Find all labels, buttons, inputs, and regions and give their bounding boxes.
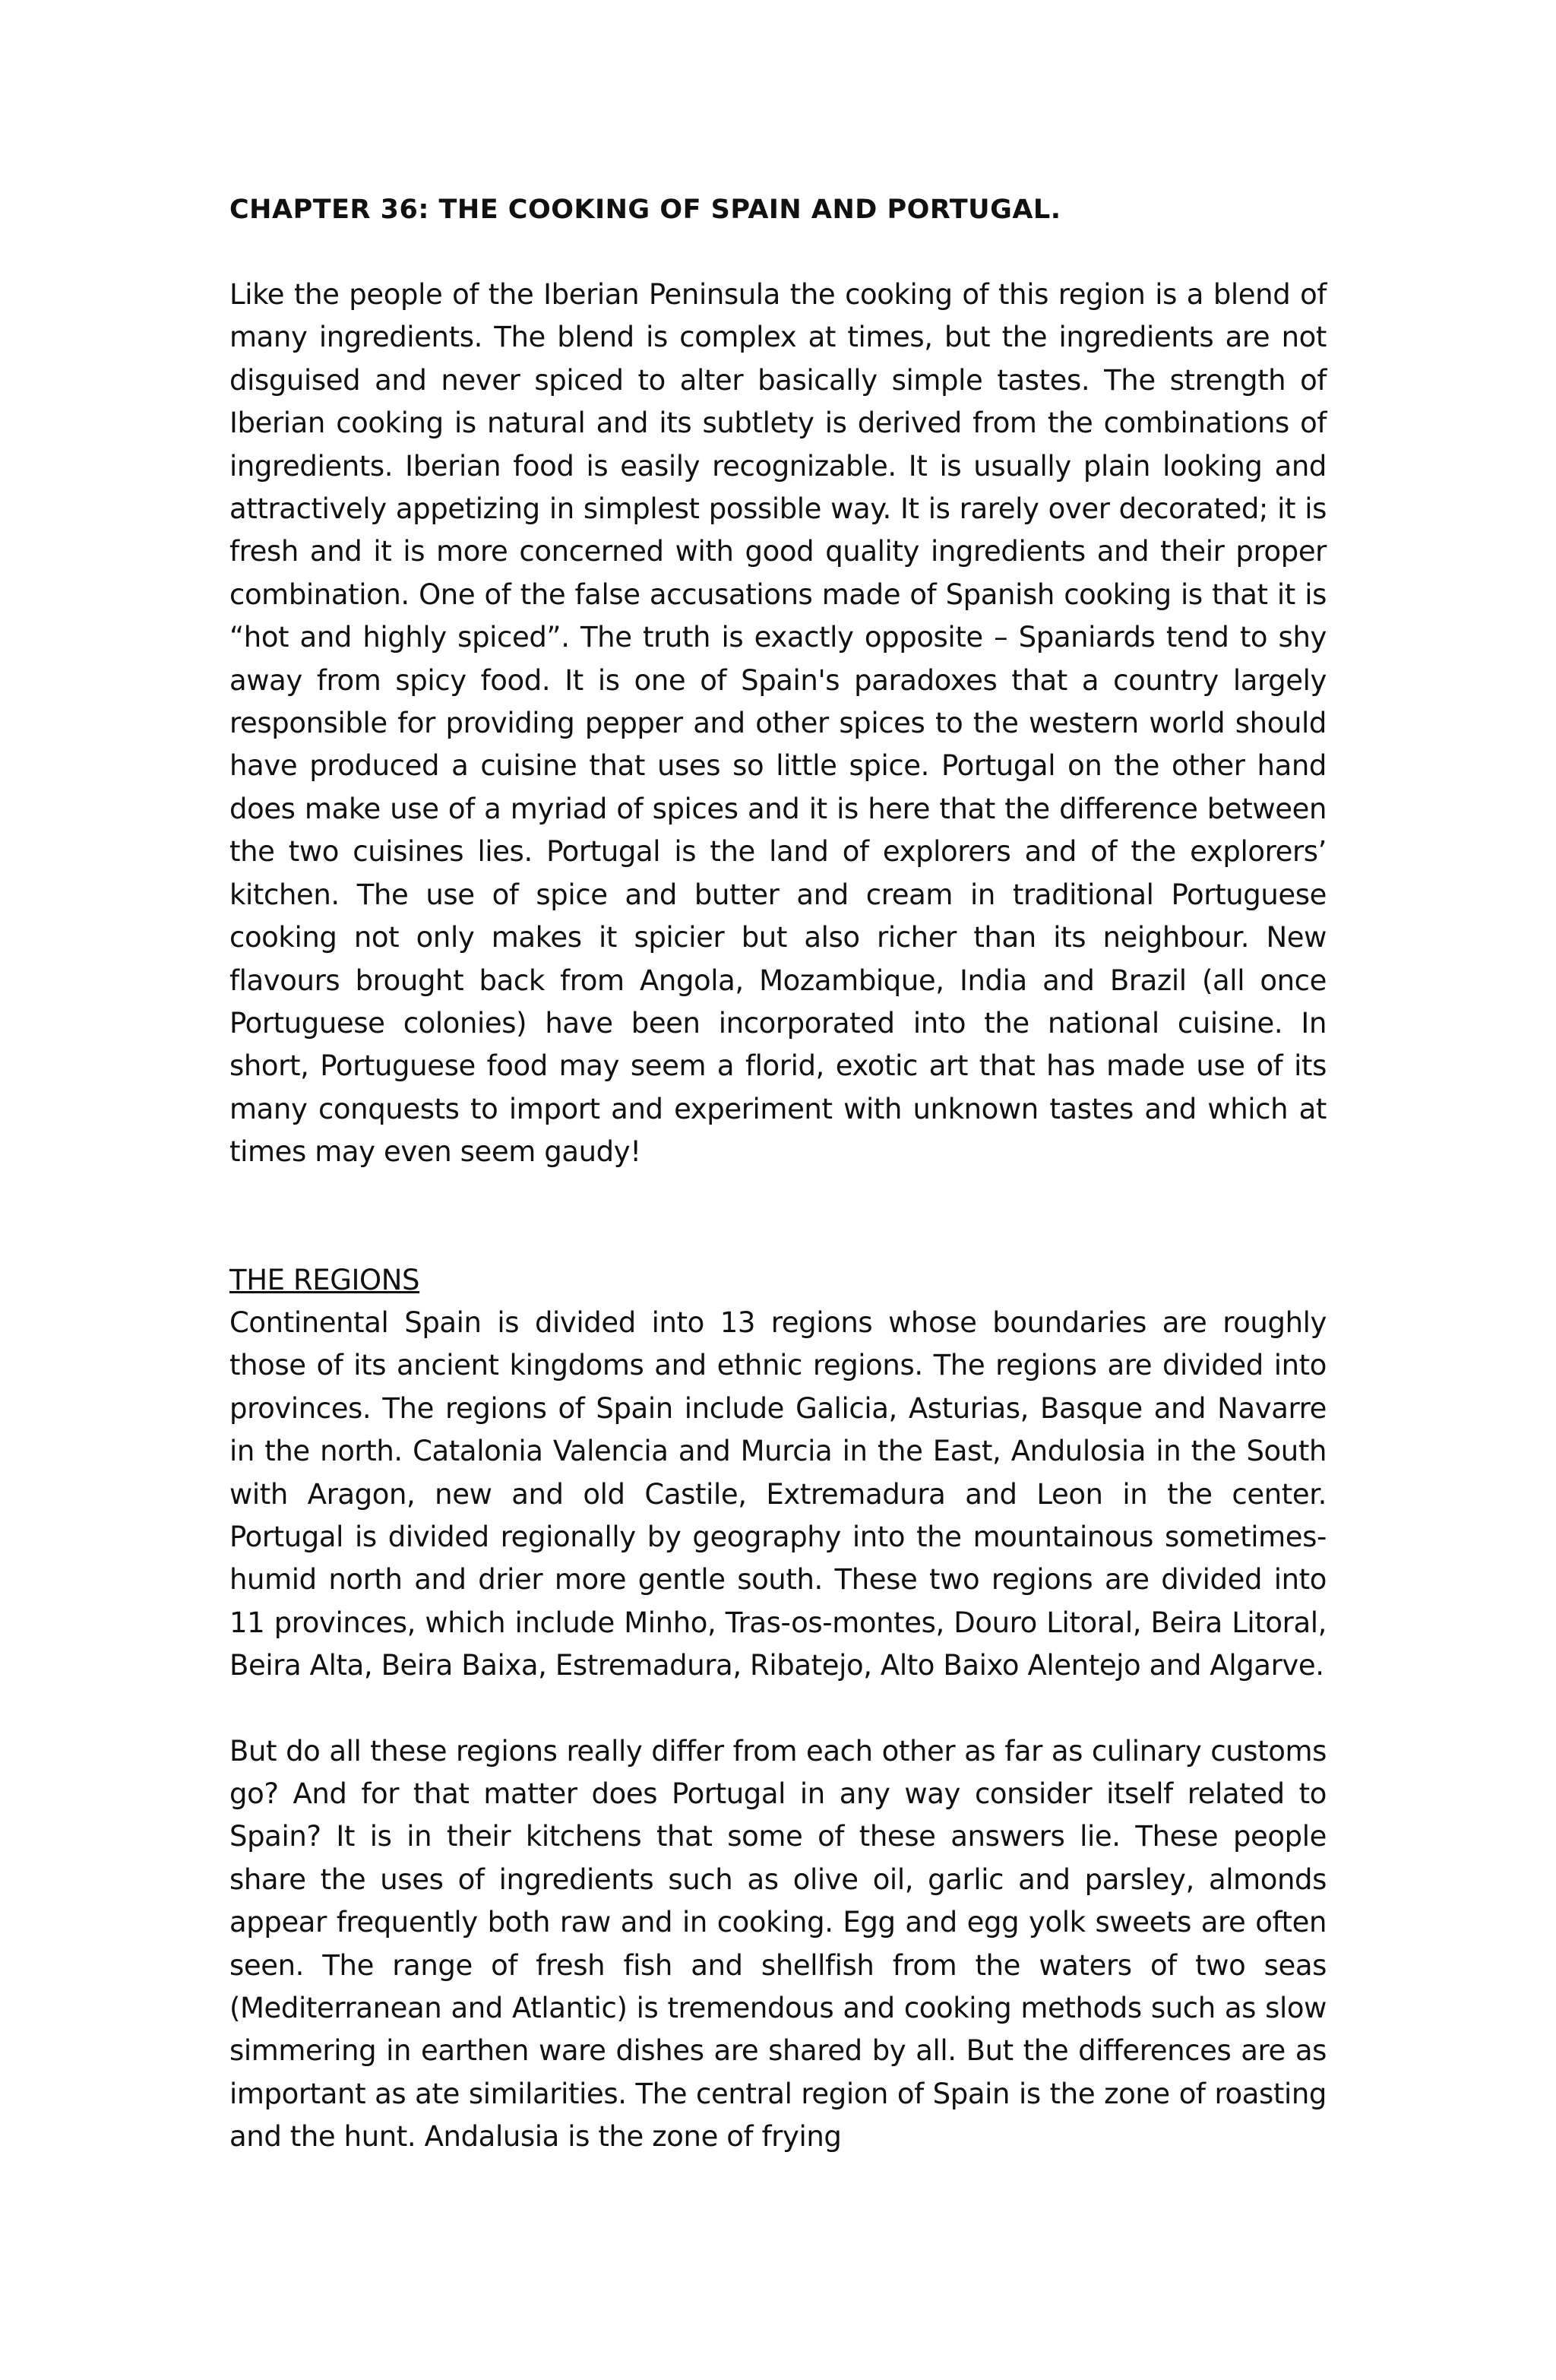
regions-paragraph: Continental Spain is divided into 13 regions whose boundaries are roughly those of its ancient kingdoms and ethnic regions. The regions are divided into provinces. The regions of Spain include Galicia, Asturias, Basque and Navarre in the north. Catalonia Valencia and Murcia in the East, Andulosia in the South with Aragon, new and old Castile, Extremadura and Leon in the center. Portugal is divided regionally by geography into the mountainous sometimes-humid north and drier more gentle south. These two regions are divided into 11 provinces, which include Minho, Tras-os-montes, Douro Litoral, Beira Litoral, Beira Alta, Beira Baixa, Estremadura, Ribatejo, Alto Baixo Alentejo and Algarve. [229, 1306, 1327, 1682]
spacer [229, 1174, 1327, 1259]
regions-heading: THE REGIONS [229, 1263, 420, 1296]
chapter-title: CHAPTER 36: THE COOKING OF SPAIN AND PORTUGAL. [229, 195, 1061, 225]
intro-paragraph: Like the people of the Iberian Peninsula the cooking of this region is a blend of many ingredients. The blend is complex at times, but the ingredients are not disguised and never spiced to alter basically simple tastes. The strength of Iberian cooking is natural and its subtlety is derived from the combinations of ingredients. Iberian food is easily recognizable. It is usually plain looking and attractively appetizing in simplest possible way. It is rarely over decorated; it is fresh and it is more concerned with good quality ingredients and their proper combination. One of the false accusations made of Spanish cooking is that it is “hot and highly spiced”. The truth is exactly opposite – Spaniards tend to shy away from spicy food. It is one of Spain's paradoxes that a country largely responsible for providing pepper and other spices to the western world should have produced a cuisine that uses so little spice. Portugal on the other hand does make use of a myriad of spices and it is here that the difference between the two cuisines lies. Portugal is the land of explorers and of the explorers’ kitchen. The use of spice and butter and cream in traditional Portuguese cooking not only makes it spicier but also richer than its neighbour. New flavours brought back from Angola, Mozambique, India and Brazil (all once Portuguese colonies) have been incorporated into the national cuisine. In short, Portuguese food may seem a florid, exotic art that has made use of its many conquests to import and experiment with unknown tastes and which at times may even seem gaudy! [229, 278, 1327, 1169]
page-content [229, 188, 1327, 2159]
differences-paragraph: But do all these regions really differ from each other as far as culinary customs go? And for that matter does Portugal in any way consider itself related to Spain? It is in their kitchens that some of these answers lie. These people share the uses of ingredients such as olive oil, garlic and parsley, almonds appear frequently both raw and in cooking. Egg and egg yolk sweets are often seen. The range of fresh fish and shellfish from the waters of two seas (Mediterranean and Atlantic) is tremendous and cooking methods such as slow simmering in earthen ware dishes are shared by all. But the differences are as important as ate similarities. The central region of Spain is the zone of roasting and the hunt. Andalusia is the zone of frying [229, 1734, 1327, 2154]
spacer [229, 231, 1327, 274]
spacer [229, 1688, 1327, 1730]
